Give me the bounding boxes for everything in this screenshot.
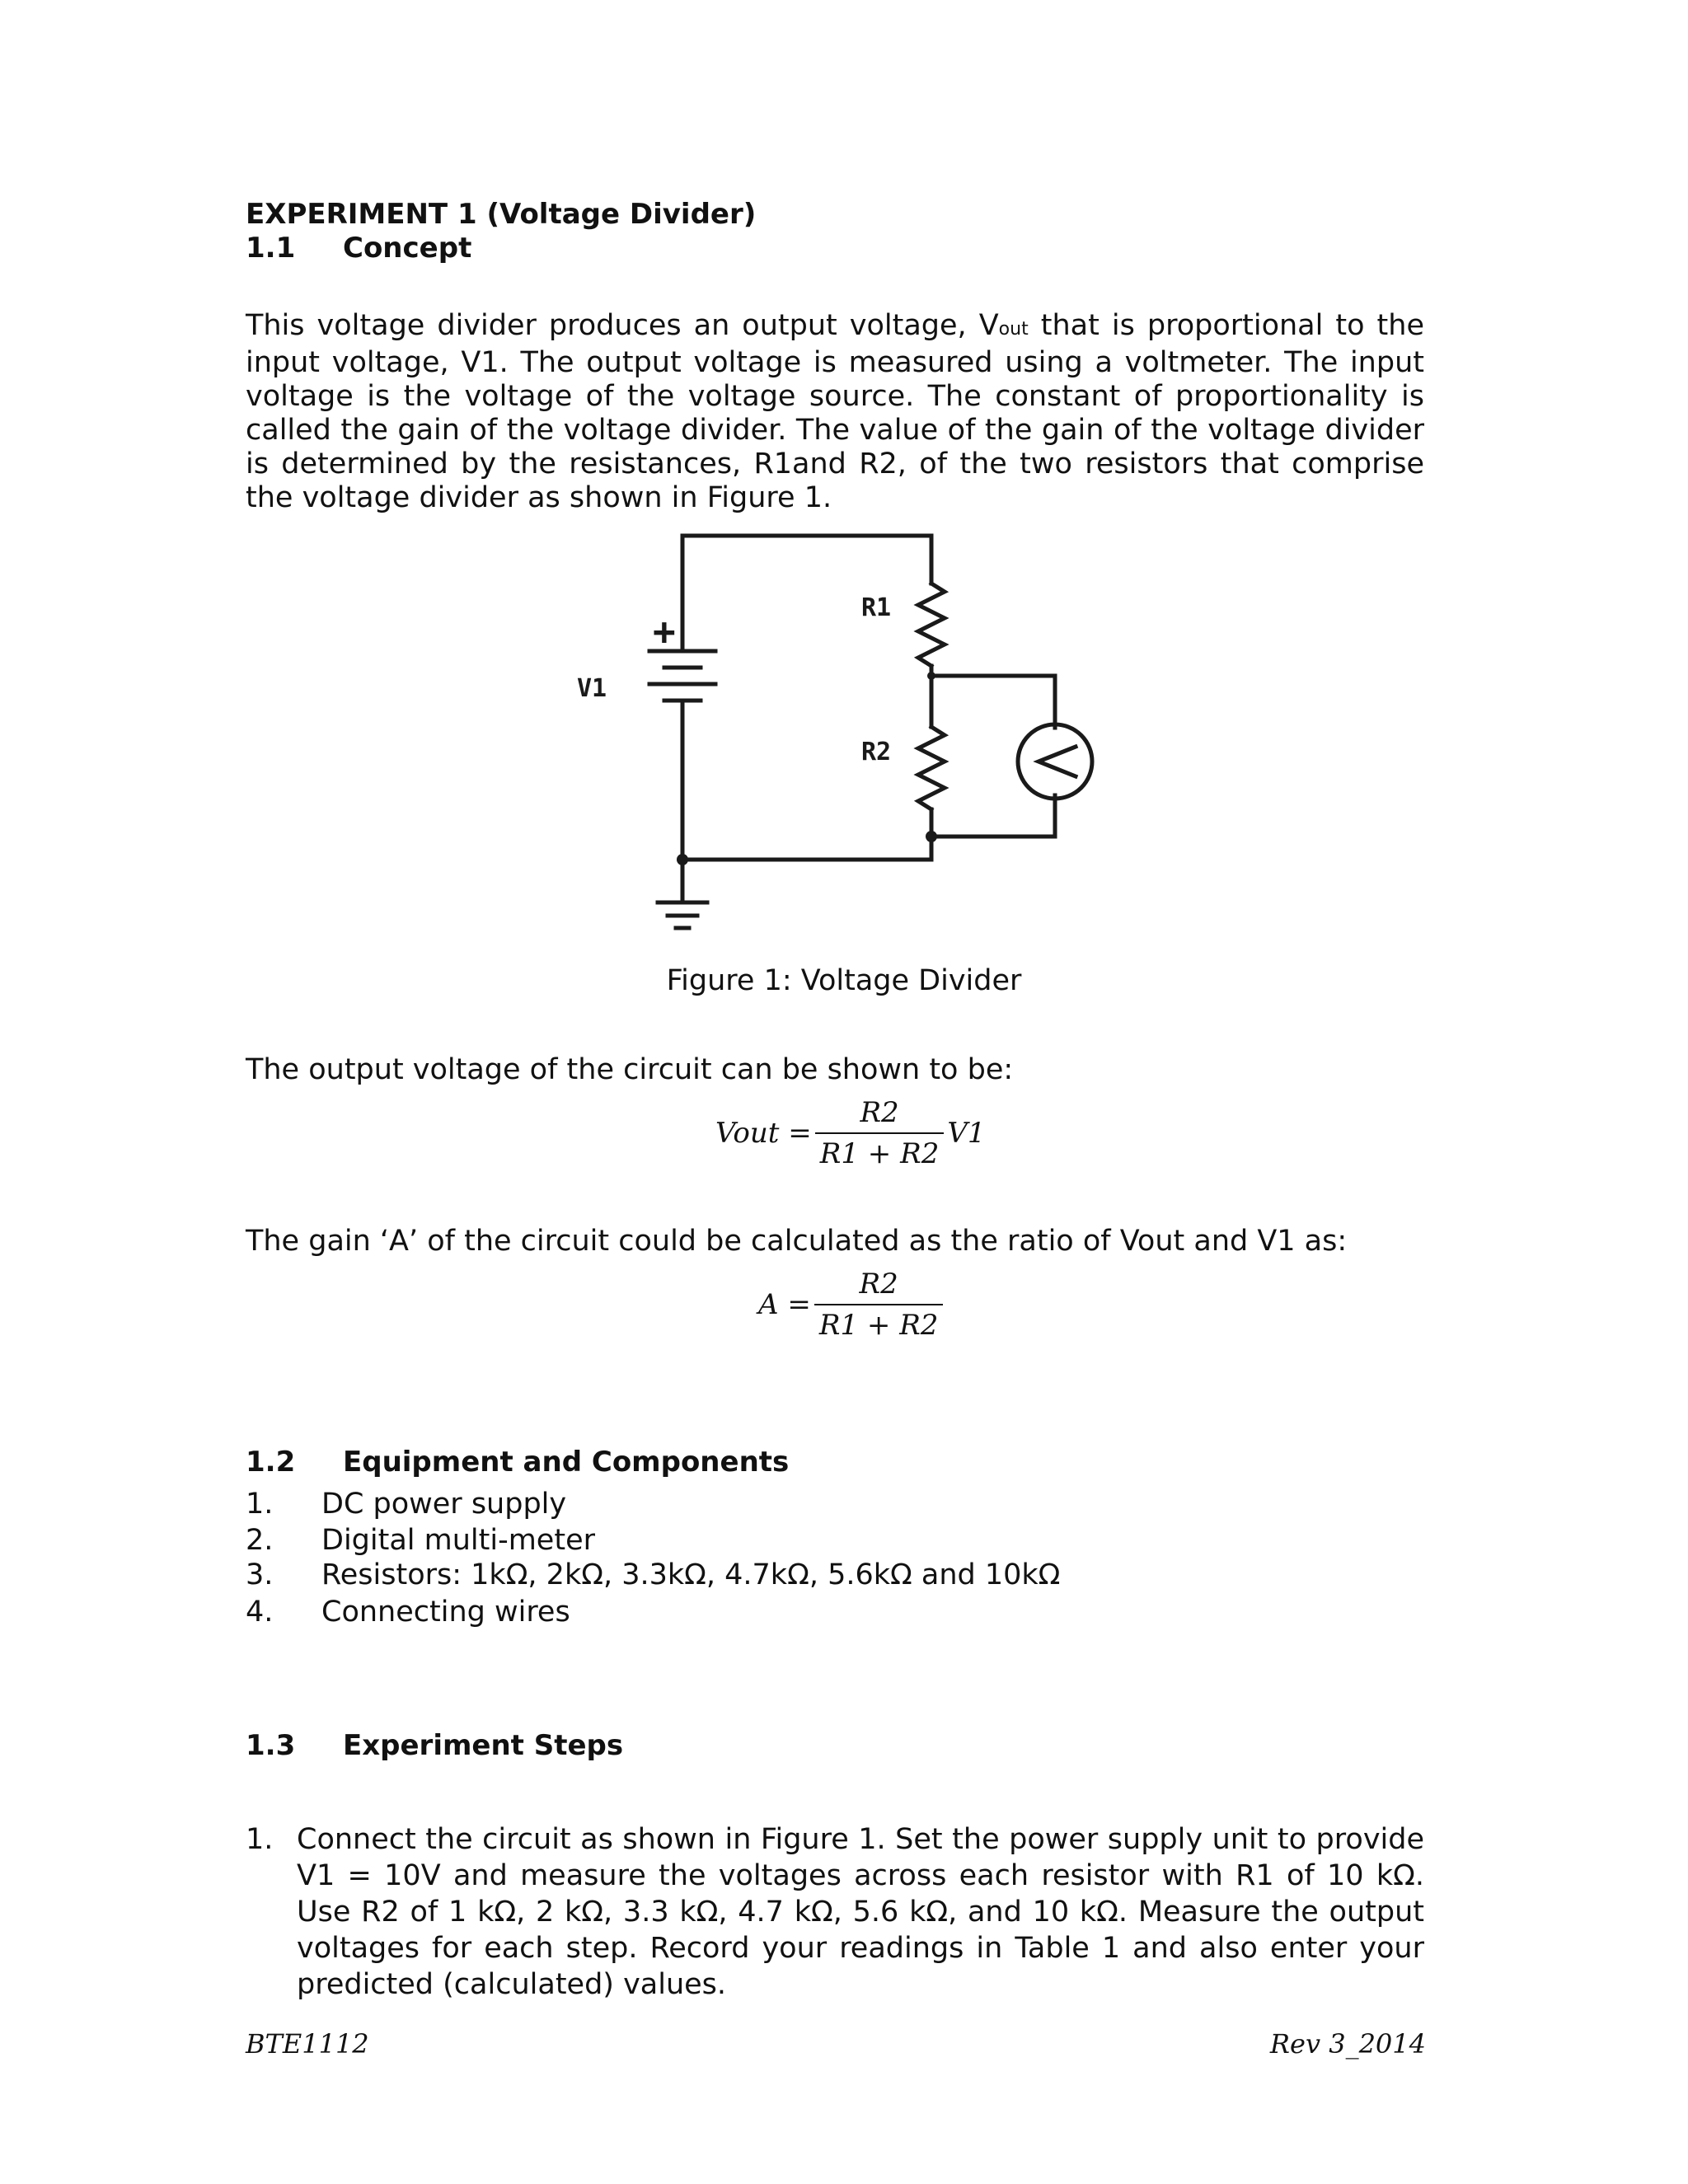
gain-denominator: R1 + R2 <box>814 1304 944 1342</box>
voltmeter-icon <box>1018 724 1092 799</box>
steps-number: 1.3 <box>246 1729 296 1762</box>
v1-label: V1 <box>577 674 607 703</box>
r2-resistor <box>918 727 945 809</box>
r1-label: R1 <box>861 593 892 622</box>
step-text: Connect the circuit as shown in Figure 1. Set the power supply unit to provide V1 = 10V and measure the voltages across each resistor with R1 of 10 kΩ. Use R2 of 1 kΩ, 2 kΩ, 3.3 kΩ, 4.7 kΩ, 5.6 kΩ, and 10 kΩ. Measure the output voltages for each step. Record your readings in Table 1 and also enter your predicted (calculated) values. <box>297 1823 1424 2001</box>
gain-equation <box>758 1268 946 1342</box>
junction-dot-bottom <box>926 831 937 842</box>
vout-equation <box>715 1096 986 1170</box>
gain-lhs: A = <box>758 1288 811 1321</box>
list-item <box>246 1486 566 1522</box>
vout-numerator: R2 <box>860 1096 899 1129</box>
equipment-title: Equipment and Components <box>343 1446 790 1479</box>
list-item-text: Digital multi-meter <box>321 1524 595 1557</box>
steps-title: Experiment Steps <box>343 1729 624 1762</box>
vout-lhs: Vout = <box>715 1117 812 1150</box>
step-number: 1. <box>246 1823 274 1856</box>
voltage-divider-circuit <box>560 527 1121 940</box>
vout-fraction <box>815 1096 945 1170</box>
list-item-number: 2. <box>246 1524 274 1557</box>
list-item-number: 3. <box>246 1558 274 1591</box>
footer-course-code: BTE1112 <box>246 2028 369 2060</box>
intro-text-1: This voltage divider produces an output voltage, V <box>246 309 999 342</box>
experiment-title: EXPERIMENT 1 (Voltage Divider) <box>246 198 757 231</box>
vout-rhs: V1 <box>947 1117 986 1150</box>
list-item <box>246 1594 570 1630</box>
r1-resistor <box>918 583 945 666</box>
figure-caption: Figure 1: Voltage Divider <box>666 964 1022 997</box>
gain-numerator: R2 <box>859 1268 898 1301</box>
concept-number: 1.1 <box>246 232 296 265</box>
list-item-text: Connecting wires <box>321 1596 570 1629</box>
list-item-text: Resistors: 1kΩ, 2kΩ, 3.3kΩ, 4.7kΩ, 5.6kΩ and 10kΩ <box>321 1558 1061 1591</box>
gain-intro: The gain ‘A’ of the circuit could be calculated as the ratio of Vout and V1 as: <box>246 1225 1348 1258</box>
step-item <box>246 1821 1424 2003</box>
junction-dot-ground <box>677 854 688 865</box>
vout-denominator: R1 + R2 <box>815 1132 945 1170</box>
intro-paragraph <box>246 309 1424 515</box>
intro-text-2: that is proportional to the input voltage, V1. The output voltage is measured using a voltmeter. The input voltage is the voltage of the voltage source. The constant of proportionality is called the gain of the voltage divider. The value of the gain of the voltage divider is determined by the resistances, R1and R2, of the two resistors that comprise the voltage divider as shown in Figure 1. <box>246 309 1424 514</box>
output-voltage-intro: The output voltage of the circuit can be shown to be: <box>246 1053 1014 1086</box>
voltmeter-v-symbol <box>1039 747 1076 776</box>
list-item-number: 1. <box>246 1488 274 1521</box>
plus-sign: + <box>653 609 676 654</box>
list-item <box>246 1557 1060 1593</box>
list-item-text: DC power supply <box>321 1488 567 1521</box>
junction-dot-middle <box>927 672 935 680</box>
equipment-number: 1.2 <box>246 1446 296 1479</box>
footer-revision: Rev 3_2014 <box>1269 2028 1426 2060</box>
list-item <box>246 1522 595 1558</box>
r2-label: R2 <box>861 738 892 766</box>
list-item-number: 4. <box>246 1596 274 1629</box>
vout-subscript: out <box>998 319 1029 340</box>
gain-fraction <box>814 1268 944 1342</box>
concept-title: Concept <box>343 232 472 265</box>
